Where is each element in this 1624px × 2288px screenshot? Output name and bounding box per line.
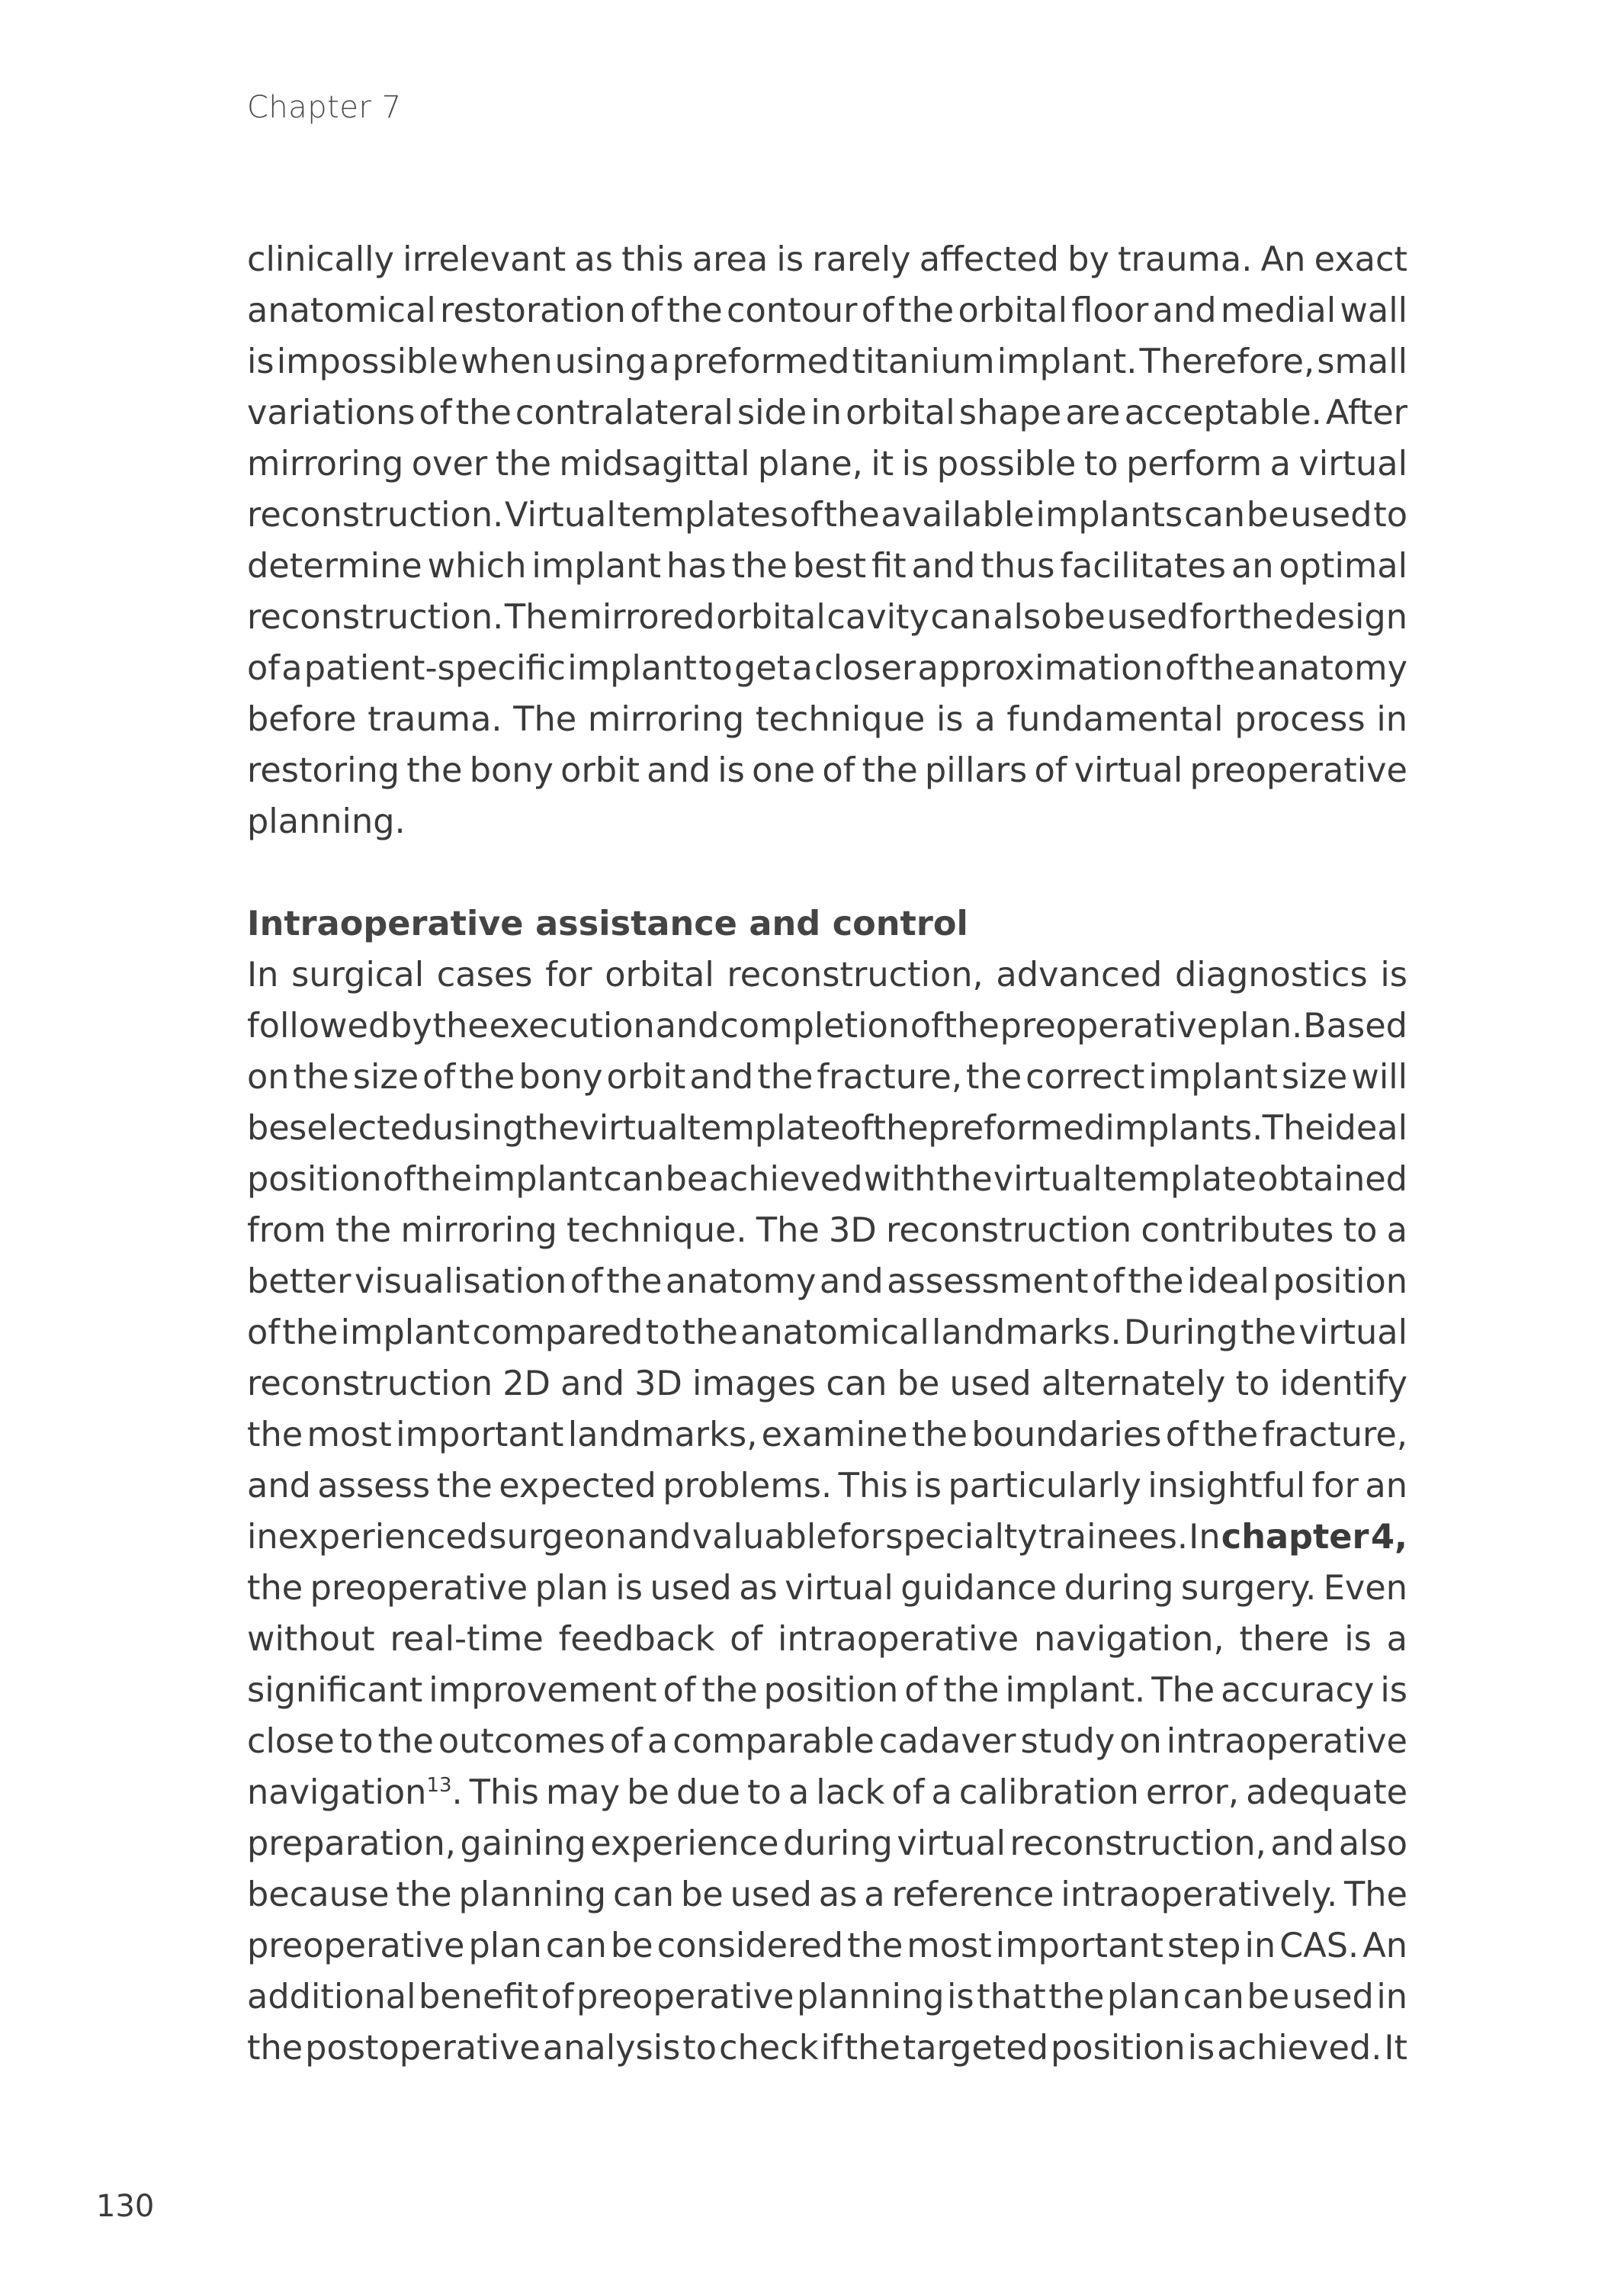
paragraph-intraoperative — [247, 950, 1407, 2074]
text-line: close to the outcomes of a comparable cadaver study on intraoperative — [247, 1721, 1407, 1761]
page-number: 130 — [96, 2189, 155, 2224]
running-head: Chapter 7 — [247, 90, 402, 125]
text-line: variations of the contralateral side in orbital shape are acceptable. After — [247, 393, 1407, 432]
text-line: be selected using the virtual template of the preformed implants. The ideal — [247, 1108, 1407, 1148]
text-line: without real-time feedback of intraoperative navigation, there is a — [247, 1619, 1407, 1659]
text-line: planning. — [247, 802, 406, 841]
text-line: reconstruction. The mirrored orbital cavity can also be used for the design — [247, 597, 1407, 637]
text-line: determine which implant has the best fit and thus facilitates an optimal — [247, 546, 1407, 586]
chapter-reference: chapter 4, — [1221, 1517, 1407, 1557]
text-line: of a patient-specific implant to get a closer approximation of the anatomy — [247, 648, 1407, 688]
text-line: before trauma. The mirroring technique is a fundamental process in — [247, 699, 1407, 739]
citation-line-rest: . This may be due to a lack of a calibration error, adequate — [451, 1772, 1407, 1812]
text-line: significant improvement of the position of the implant. The accuracy is — [247, 1670, 1407, 1710]
text-line: position of the implant can be achieved with the virtual template obtained — [247, 1159, 1407, 1199]
text-line: followed by the execution and completion of the preoperative plan. Based — [247, 1006, 1407, 1046]
ref-line-prefix: inexperienced surgeon and valuable for specialty trainees. In — [247, 1517, 1221, 1557]
paragraph-gap — [247, 847, 1407, 898]
text-line-with-citation — [247, 1767, 1407, 1818]
text-line: is impossible when using a preformed titanium implant. Therefore, small — [247, 342, 1407, 381]
text-line: restoring the bony orbit and is one of the pillars of virtual preoperative — [247, 750, 1407, 790]
text-line: anatomical restoration of the contour of the orbital floor and medial wall — [247, 291, 1407, 330]
text-line: the preoperative plan is used as virtual guidance during surgery. Even — [247, 1568, 1407, 1608]
text-line: preparation, gaining experience during virtual reconstruction, and also — [247, 1824, 1407, 1863]
citation-word: navigation — [247, 1772, 427, 1812]
text-line: and assess the expected problems. This is particularly insightful for an — [247, 1466, 1407, 1506]
text-line-with-chapter-ref — [247, 1512, 1407, 1563]
text-line: clinically irrelevant as this area is rarely affected by trauma. An exact — [247, 239, 1407, 279]
text-line: reconstruction. Virtual templates of the available implants can be used to — [247, 495, 1407, 535]
citation-superscript: 13 — [426, 1774, 452, 1797]
text-line: because the planning can be used as a reference intraoperatively. The — [247, 1875, 1407, 1914]
text-line: from the mirroring technique. The 3D reconstruction contributes to a — [247, 1210, 1407, 1250]
text-line: of the implant compared to the anatomical landmarks. During the virtual — [247, 1313, 1407, 1352]
text-line: mirroring over the midsagittal plane, it is possible to perform a virtual — [247, 444, 1407, 484]
text-line: the most important landmarks, examine the boundaries of the fracture, — [247, 1415, 1407, 1454]
text-line: In surgical cases for orbital reconstruction, advanced diagnostics is — [247, 955, 1407, 995]
text-line: additional benefit of preoperative planning is that the plan can be used in — [247, 1977, 1407, 2016]
text-line: preoperative plan can be considered the most important step in CAS. An — [247, 1926, 1407, 1965]
text-line: the postoperative analysis to check if the targeted position is achieved. It — [247, 2028, 1407, 2068]
body-text — [247, 234, 1407, 2074]
text-line: better visualisation of the anatomy and assessment of the ideal position — [247, 1261, 1407, 1301]
paragraph-mirroring — [247, 234, 1407, 847]
text-line: on the size of the bony orbit and the fracture, the correct implant size will — [247, 1057, 1407, 1097]
text-line: reconstruction 2D and 3D images can be used alternately to identify — [247, 1364, 1407, 1403]
section-heading: Intraoperative assistance and control — [247, 904, 968, 943]
